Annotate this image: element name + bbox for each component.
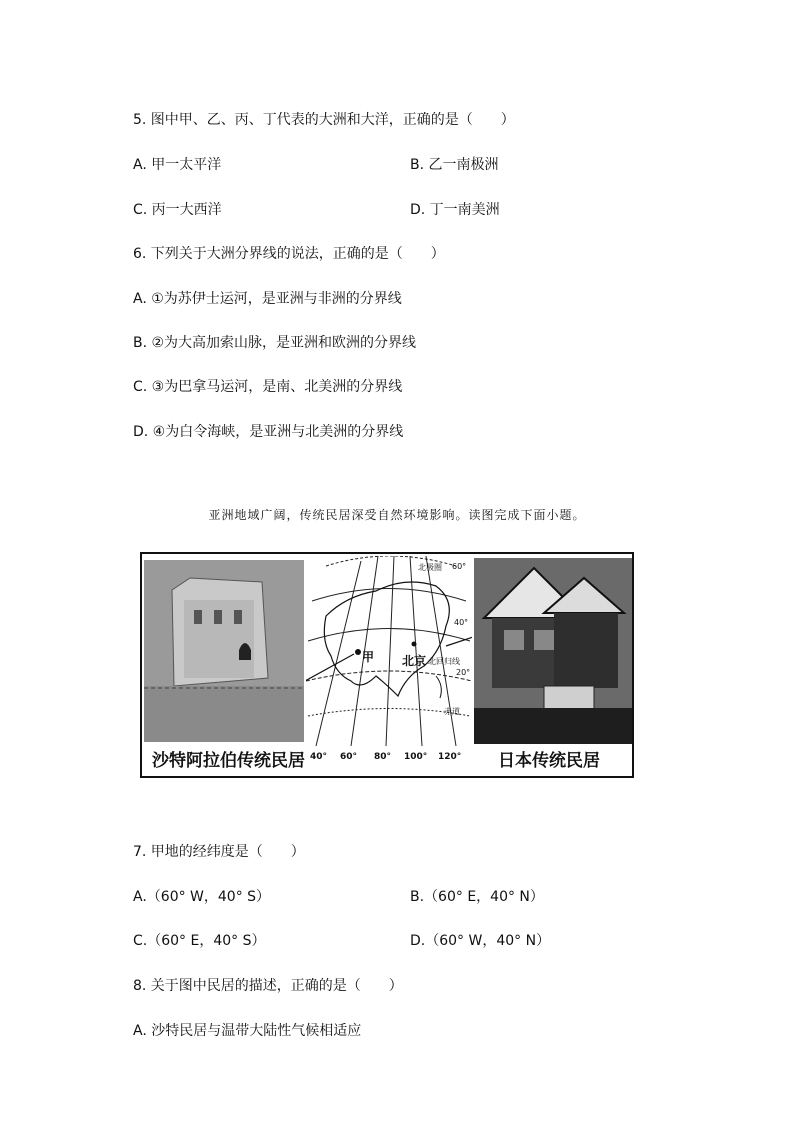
map-label-lat-40: 40° xyxy=(454,618,469,627)
q5-option-b: B. 乙一南极洲 xyxy=(410,157,499,173)
q6-option-a: A. ①为苏伊士运河，是亚洲与非洲的分界线 xyxy=(133,291,402,307)
caption-saudi: 沙特阿拉伯传统民居 xyxy=(152,751,305,771)
q5-option-d: D. 丁一南美洲 xyxy=(410,202,500,218)
longitude-60: 60° xyxy=(340,752,358,762)
caption-japan: 日本传统民居 xyxy=(498,751,600,771)
q5-option-c: C. 丙一大西洋 xyxy=(133,202,222,218)
q7-option-d: D.（60° W，40° N） xyxy=(410,933,551,949)
q6-option-d: D. ④为白令海峡，是亚洲与北美洲的分界线 xyxy=(133,424,404,440)
japan-house-photo xyxy=(474,558,634,744)
map-label-lat-20: 20° xyxy=(456,668,471,677)
q7-option-a: A.（60° W，40° S） xyxy=(133,889,271,905)
longitude-100: 100° xyxy=(404,752,428,762)
q6-stem: 6. 下列关于大洲分界线的说法，正确的是（ ） xyxy=(133,246,445,262)
map-label-arctic-circle: 北极圈 xyxy=(418,563,442,572)
longitude-40: 40° xyxy=(310,752,328,762)
map-label-jia: 甲 xyxy=(362,650,375,664)
q6-option-c: C. ③为巴拿马运河，是南、北美洲的分界线 xyxy=(133,379,403,395)
q5-stem: 5. 图中甲、乙、丙、丁代表的大洲和大洋，正确的是（ ） xyxy=(133,112,515,128)
dwellings-figure xyxy=(140,552,634,778)
q8-option-a: A. 沙特民居与温带大陆性气候相适应 xyxy=(133,1023,362,1039)
q5-option-a: A. 甲一太平洋 xyxy=(133,157,222,173)
map-label-equator: 赤道 xyxy=(444,707,460,716)
q6-option-b: B. ②为大高加索山脉，是亚洲和欧洲的分界线 xyxy=(133,335,417,351)
map-label-lat-60: 60° xyxy=(452,562,467,571)
section-intro: 亚洲地域广阔，传统民居深受自然环境影响。读图完成下面小题。 xyxy=(208,508,586,522)
longitude-120: 120° xyxy=(438,752,462,762)
q7-option-b: B.（60° E，40° N） xyxy=(410,889,544,905)
q7-stem: 7. 甲地的经纬度是（ ） xyxy=(133,844,305,860)
longitude-80: 80° xyxy=(374,752,392,762)
map-label-beijing: 北京 xyxy=(402,654,427,668)
asia-map xyxy=(306,556,472,746)
q8-stem: 8. 关于图中民居的描述，正确的是（ ） xyxy=(133,978,403,994)
saudi-house-photo xyxy=(144,560,304,742)
q7-option-c: C.（60° E，40° S） xyxy=(133,933,266,949)
map-label-tropic-cancer: 北回归线 xyxy=(428,657,460,666)
